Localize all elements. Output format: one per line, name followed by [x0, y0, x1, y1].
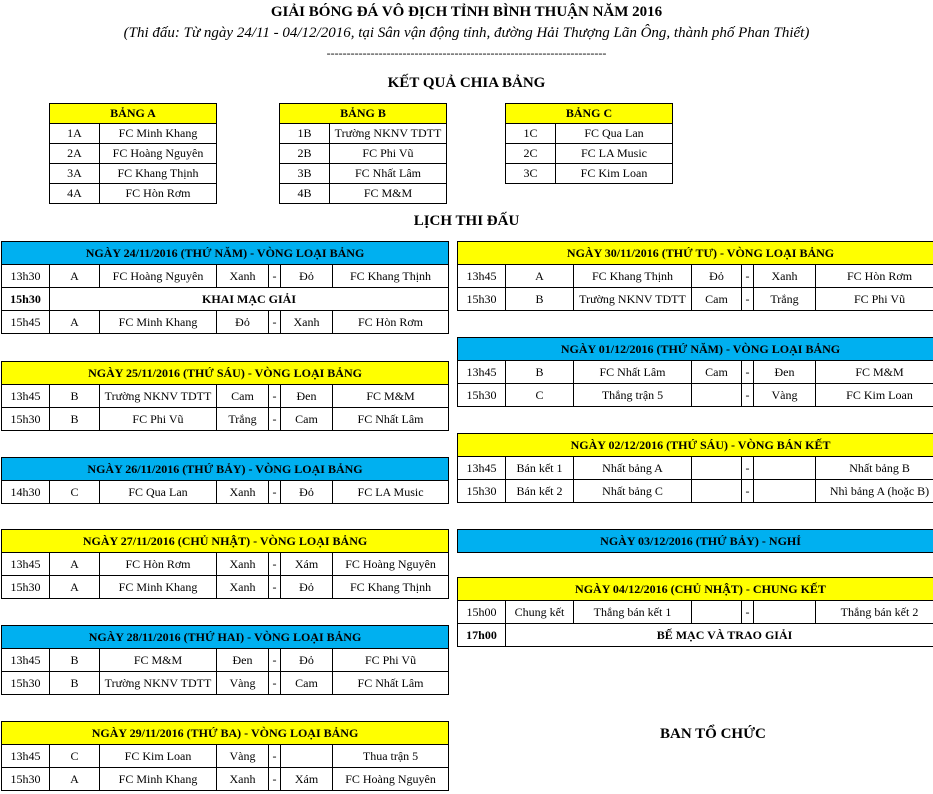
schedule-heading: LỊCH THI ĐẤU: [413, 213, 520, 229]
match-time: 13h45: [2, 745, 50, 768]
home-team: FC Phi Vũ: [100, 408, 217, 431]
team-name: FC Hoàng Nguyên: [100, 144, 217, 164]
away-color: Xám: [281, 768, 333, 791]
divider-line: ----------------------------------------------------------------------: [326, 46, 607, 60]
vs-separator: -: [269, 672, 281, 695]
away-color: Xanh: [281, 311, 333, 334]
table-row: [506, 124, 673, 144]
match-day-table: [457, 337, 933, 407]
organizer-signature: BAN TỔ CHỨC: [660, 726, 766, 742]
table-row: [458, 265, 933, 288]
away-team: FC Khang Thịnh: [333, 576, 449, 599]
match-time: 15h45: [2, 311, 50, 334]
away-color: Đen: [754, 361, 816, 384]
match-group: B: [506, 288, 574, 311]
match-group: Chung kết: [506, 601, 574, 624]
vs-separator: -: [742, 457, 754, 480]
team-name: FC Hòn Rơm: [100, 184, 217, 204]
match-group: B: [50, 672, 100, 695]
match-group: B: [506, 361, 574, 384]
vs-separator: -: [269, 408, 281, 431]
match-group: Bán kết 2: [506, 480, 574, 503]
away-team: FC Hoàng Nguyên: [333, 768, 449, 791]
home-team: Trường NKNV TDTT: [100, 672, 217, 695]
vs-separator: -: [269, 265, 281, 288]
team-code: 4B: [280, 184, 330, 204]
table-row: [458, 601, 933, 624]
team-code: 4A: [50, 184, 100, 204]
match-day-header: NGÀY 29/11/2016 (THỨ BA) - VÒNG LOẠI BẢNG: [2, 722, 449, 745]
table-row: [458, 624, 933, 647]
match-time: 14h30: [2, 481, 50, 504]
table-row: [458, 480, 933, 503]
match-group: A: [50, 265, 100, 288]
page-title: GIẢI BÓNG ĐÁ VÔ ĐỊCH TỈNH BÌNH THUẬN NĂM 2016: [270, 4, 663, 20]
away-team: FC Phi Vũ: [333, 649, 449, 672]
vs-separator: -: [269, 649, 281, 672]
match-day-table: [457, 529, 933, 553]
match-day-header: NGÀY 02/12/2016 (THỨ SÁU) - VÒNG BÁN KẾT: [458, 434, 933, 457]
table-row: [458, 384, 933, 407]
home-color: Xanh: [217, 481, 269, 504]
match-time: 13h45: [458, 361, 506, 384]
match-group: B: [50, 408, 100, 431]
table-row: [2, 288, 449, 311]
match-time: 15h30: [458, 288, 506, 311]
home-team: Trường NKNV TDTT: [574, 288, 692, 311]
home-team: FC Nhất Lâm: [574, 361, 692, 384]
home-color: Vàng: [217, 672, 269, 695]
home-color: [692, 457, 742, 480]
team-code: 3C: [506, 164, 556, 184]
event-label: BẾ MẠC VÀ TRAO GIẢI: [506, 624, 933, 647]
match-group: C: [50, 481, 100, 504]
match-day-table: [1, 529, 449, 599]
match-day-header: NGÀY 03/12/2016 (THỨ BẢY) - NGHỈ: [458, 530, 933, 553]
match-time: 15h30: [2, 288, 50, 311]
away-color: Cam: [281, 408, 333, 431]
match-day-header: NGÀY 01/12/2016 (THỨ NĂM) - VÒNG LOẠI BẢNG: [458, 338, 933, 361]
match-group: Bán kết 1: [506, 457, 574, 480]
match-day-header: NGÀY 26/11/2016 (THỨ BẢY) - VÒNG LOẠI BẢNG: [2, 458, 449, 481]
table-row: [2, 311, 449, 334]
table-row: [458, 457, 933, 480]
vs-separator: -: [269, 576, 281, 599]
match-group: C: [50, 745, 100, 768]
away-color: Xanh: [754, 265, 816, 288]
away-team: FC Hoàng Nguyên: [333, 553, 449, 576]
match-group: B: [50, 385, 100, 408]
team-code: 2C: [506, 144, 556, 164]
match-day-table: [1, 457, 449, 504]
home-team: FC Hoàng Nguyên: [100, 265, 217, 288]
table-row: [458, 361, 933, 384]
match-time: 15h30: [2, 672, 50, 695]
match-day-table: [1, 241, 449, 334]
away-color: [754, 480, 816, 503]
away-team: FC Nhất Lâm: [333, 672, 449, 695]
away-color: Đỏ: [281, 576, 333, 599]
team-code: 2B: [280, 144, 330, 164]
table-row: [458, 288, 933, 311]
home-color: Vàng: [217, 745, 269, 768]
team-name: FC Minh Khang: [100, 124, 217, 144]
away-team: FC Hòn Rơm: [816, 265, 933, 288]
vs-separator: -: [269, 745, 281, 768]
home-color: Đỏ: [217, 311, 269, 334]
home-team: Nhất bảng C: [574, 480, 692, 503]
table-row: [280, 184, 447, 204]
match-time: 15h30: [458, 384, 506, 407]
team-name: FC Khang Thịnh: [100, 164, 217, 184]
table-row: [506, 144, 673, 164]
match-time: 15h00: [458, 601, 506, 624]
match-day-header: NGÀY 27/11/2016 (CHỦ NHẬT) - VÒNG LOẠI BẢNG: [2, 530, 449, 553]
away-team: FC LA Music: [333, 481, 449, 504]
away-color: Đỏ: [281, 265, 333, 288]
vs-separator: -: [269, 311, 281, 334]
match-day-table: [457, 577, 933, 647]
team-name: FC LA Music: [556, 144, 673, 164]
home-color: [692, 384, 742, 407]
away-color: Đỏ: [281, 481, 333, 504]
home-team: FC Kim Loan: [100, 745, 217, 768]
match-day-header: NGÀY 25/11/2016 (THỨ SÁU) - VÒNG LOẠI BẢNG: [2, 362, 449, 385]
group-table: [49, 103, 217, 204]
vs-separator: -: [269, 385, 281, 408]
team-code: 1C: [506, 124, 556, 144]
match-day-table: [1, 625, 449, 695]
home-team: FC Minh Khang: [100, 576, 217, 599]
team-name: Trường NKNV TDTT: [330, 124, 447, 144]
page-subtitle: (Thi đấu: Từ ngày 24/11 - 04/12/2016, tại Sân vận động tỉnh, đường Hải Thượng Lãn Ông, thành phố Phan Thiết): [123, 25, 810, 41]
match-group: A: [506, 265, 574, 288]
home-color: Xanh: [217, 553, 269, 576]
home-team: FC Minh Khang: [100, 768, 217, 791]
table-row: [2, 553, 449, 576]
match-time: 13h45: [2, 385, 50, 408]
team-name: FC M&M: [330, 184, 447, 204]
team-name: FC Kim Loan: [556, 164, 673, 184]
match-day-header: NGÀY 30/11/2016 (THỨ TƯ) - VÒNG LOẠI BẢNG: [458, 242, 933, 265]
vs-separator: -: [742, 480, 754, 503]
team-code: 2A: [50, 144, 100, 164]
vs-separator: -: [742, 601, 754, 624]
vs-separator: -: [742, 288, 754, 311]
home-team: Thắng trận 5: [574, 384, 692, 407]
home-color: Cam: [692, 288, 742, 311]
away-color: Vàng: [754, 384, 816, 407]
away-team: FC Nhất Lâm: [333, 408, 449, 431]
table-row: [2, 408, 449, 431]
match-day-header: NGÀY 28/11/2016 (THỨ HAI) - VÒNG LOẠI BẢNG: [2, 626, 449, 649]
away-team: Thua trận 5: [333, 745, 449, 768]
match-time: 13h30: [2, 265, 50, 288]
home-team: FC M&M: [100, 649, 217, 672]
home-team: Thắng bán kết 1: [574, 601, 692, 624]
vs-separator: -: [269, 768, 281, 791]
table-row: [2, 745, 449, 768]
table-row: [2, 481, 449, 504]
vs-separator: -: [742, 265, 754, 288]
away-color: Đỏ: [281, 649, 333, 672]
vs-separator: -: [742, 384, 754, 407]
table-row: [50, 184, 217, 204]
match-day-header: NGÀY 04/12/2016 (CHỦ NHẬT) - CHUNG KẾT: [458, 578, 933, 601]
match-time: 15h30: [2, 576, 50, 599]
match-time: 13h45: [458, 265, 506, 288]
away-team: FC Khang Thịnh: [333, 265, 449, 288]
team-code: 3A: [50, 164, 100, 184]
team-code: 1B: [280, 124, 330, 144]
group-name: BẢNG C: [506, 104, 673, 124]
match-day-table: [1, 721, 449, 791]
home-color: Trắng: [217, 408, 269, 431]
match-time: 13h45: [2, 649, 50, 672]
away-color: Đen: [281, 385, 333, 408]
home-color: [692, 601, 742, 624]
home-color: [692, 480, 742, 503]
away-team: FC M&M: [816, 361, 933, 384]
table-row: [50, 164, 217, 184]
match-day-table: [457, 241, 933, 311]
groups-heading: KẾT QUẢ CHIA BẢNG: [387, 75, 546, 91]
vs-separator: -: [742, 361, 754, 384]
home-team: FC Hòn Rơm: [100, 553, 217, 576]
home-color: Đen: [217, 649, 269, 672]
vs-separator: -: [269, 553, 281, 576]
match-group: A: [50, 576, 100, 599]
group-name: BẢNG B: [280, 104, 447, 124]
home-team: Nhất bảng A: [574, 457, 692, 480]
match-day-table: [457, 433, 933, 503]
group-table: [505, 103, 673, 184]
home-color: Cam: [692, 361, 742, 384]
away-team: FC Kim Loan: [816, 384, 933, 407]
table-row: [2, 385, 449, 408]
table-row: [2, 576, 449, 599]
away-team: FC Phi Vũ: [816, 288, 933, 311]
home-color: Xanh: [217, 576, 269, 599]
team-name: FC Nhất Lâm: [330, 164, 447, 184]
vs-separator: -: [269, 481, 281, 504]
match-time: 15h30: [2, 408, 50, 431]
team-code: 3B: [280, 164, 330, 184]
table-row: [506, 164, 673, 184]
away-color: [754, 457, 816, 480]
home-color: Cam: [217, 385, 269, 408]
match-day-header: NGÀY 24/11/2016 (THỨ NĂM) - VÒNG LOẠI BẢNG: [2, 242, 449, 265]
event-label: KHAI MẠC GIẢI: [50, 288, 449, 311]
match-time: 17h00: [458, 624, 506, 647]
team-name: FC Phi Vũ: [330, 144, 447, 164]
group-table: [279, 103, 447, 204]
home-team: FC Khang Thịnh: [574, 265, 692, 288]
match-time: 13h45: [2, 553, 50, 576]
away-color: Trắng: [754, 288, 816, 311]
home-team: FC Minh Khang: [100, 311, 217, 334]
team-name: FC Qua Lan: [556, 124, 673, 144]
away-team: Nhất bảng B: [816, 457, 933, 480]
home-color: Xanh: [217, 265, 269, 288]
table-row: [2, 768, 449, 791]
match-group: C: [506, 384, 574, 407]
match-time: 15h30: [458, 480, 506, 503]
match-group: B: [50, 649, 100, 672]
away-team: Thắng bán kết 2: [816, 601, 933, 624]
away-color: Cam: [281, 672, 333, 695]
away-team: Nhì bảng A (hoặc B): [816, 480, 933, 503]
away-color: Xám: [281, 553, 333, 576]
group-name: BẢNG A: [50, 104, 217, 124]
match-group: A: [50, 768, 100, 791]
table-row: [50, 144, 217, 164]
table-row: [280, 124, 447, 144]
table-row: [2, 649, 449, 672]
table-row: [2, 265, 449, 288]
home-team: FC Qua Lan: [100, 481, 217, 504]
away-color: [754, 601, 816, 624]
away-team: FC M&M: [333, 385, 449, 408]
home-team: Trường NKNV TDTT: [100, 385, 217, 408]
match-time: 15h30: [2, 768, 50, 791]
team-code: 1A: [50, 124, 100, 144]
away-team: FC Hòn Rơm: [333, 311, 449, 334]
match-group: A: [50, 553, 100, 576]
match-group: A: [50, 311, 100, 334]
table-row: [280, 144, 447, 164]
match-time: 13h45: [458, 457, 506, 480]
home-color: Đỏ: [692, 265, 742, 288]
table-row: [280, 164, 447, 184]
table-row: [50, 124, 217, 144]
table-row: [2, 672, 449, 695]
away-color: [281, 745, 333, 768]
match-day-table: [1, 361, 449, 431]
home-color: Xanh: [217, 768, 269, 791]
